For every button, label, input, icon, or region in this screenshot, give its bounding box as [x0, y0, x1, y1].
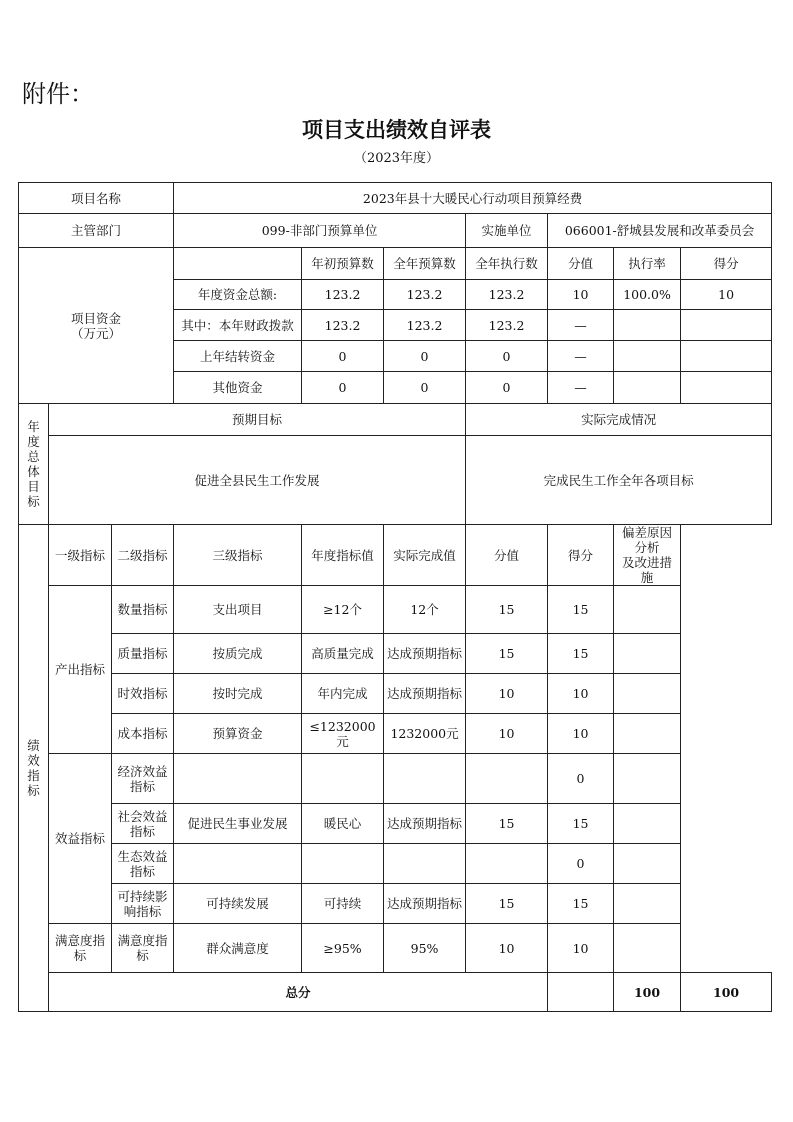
indicator-score: 15 — [548, 884, 614, 924]
indicator-score: 15 — [548, 586, 614, 634]
total-score: 100 — [681, 973, 772, 1012]
indicator-l2: 成本指标 — [112, 714, 174, 754]
funds-cell — [614, 372, 681, 404]
funds-row-label: 其他资金 — [174, 372, 302, 404]
indicator-score-value: 10 — [466, 714, 548, 754]
indicator-header-2: 三级指标 — [174, 525, 302, 586]
indicator-l2: 经济效益指标 — [112, 754, 174, 804]
self-evaluation-table — [18, 182, 772, 1012]
indicator-target: ≥12个 — [302, 586, 384, 634]
indicator-header-4: 实际完成值 — [384, 525, 466, 586]
funds-header-4: 执行率 — [614, 248, 681, 280]
indicator-target: 可持续 — [302, 884, 384, 924]
indicator-target — [302, 754, 384, 804]
funds-header-2: 全年执行数 — [466, 248, 548, 280]
actual-status-value: 完成民生工作全年各项目标 — [466, 436, 772, 525]
indicator-score-value: 15 — [466, 804, 548, 844]
indicator-actual — [384, 754, 466, 804]
funds-header-blank — [174, 248, 302, 280]
indicator-l2: 数量指标 — [112, 586, 174, 634]
indicator-header-5: 分值 — [466, 525, 548, 586]
indicator-score-value: 15 — [466, 586, 548, 634]
dept-value: 099-非部门预算单位 — [174, 214, 466, 248]
funds-cell: 123.2 — [384, 280, 466, 310]
indicator-l3: 预算资金 — [174, 714, 302, 754]
funds-header-5: 得分 — [681, 248, 772, 280]
indicator-score: 0 — [548, 754, 614, 804]
funds-row-label: 其中：本年财政拨款 — [174, 310, 302, 341]
funds-cell: 123.2 — [466, 310, 548, 341]
indicator-l2: 质量指标 — [112, 634, 174, 674]
indicator-score: 10 — [548, 924, 614, 973]
total-score-value: 100 — [614, 973, 681, 1012]
indicator-l2: 社会效益指标 — [112, 804, 174, 844]
indicator-header-7: 偏差原因分析 及改进措施 — [614, 525, 681, 586]
output-indicator-label: 产出指标 — [49, 586, 112, 754]
funds-header-3: 分值 — [548, 248, 614, 280]
funds-header-1: 全年预算数 — [384, 248, 466, 280]
indicator-analysis — [614, 634, 681, 674]
impl-unit-label: 实施单位 — [466, 214, 548, 248]
indicator-score-value: 15 — [466, 634, 548, 674]
actual-status-label: 实际完成情况 — [466, 404, 772, 436]
funds-cell: 123.2 — [302, 280, 384, 310]
funds-cell: — — [548, 372, 614, 404]
indicator-actual: 达成预期指标 — [384, 634, 466, 674]
indicator-analysis — [614, 754, 681, 804]
indicator-actual: 达成预期指标 — [384, 804, 466, 844]
indicator-target: 高质量完成 — [302, 634, 384, 674]
annual-goal-side-label: 年 度 总 体 目 标 — [19, 404, 49, 525]
total-actual-blank — [548, 973, 614, 1012]
funds-cell: 100.0% — [614, 280, 681, 310]
indicator-l3: 按质完成 — [174, 634, 302, 674]
indicator-l3: 促进民生事业发展 — [174, 804, 302, 844]
indicator-score-value: 15 — [466, 884, 548, 924]
funds-header-0: 年初预算数 — [302, 248, 384, 280]
indicator-header-3: 年度指标值 — [302, 525, 384, 586]
funds-cell: 0 — [466, 372, 548, 404]
funds-cell — [681, 341, 772, 372]
funds-cell: 0 — [466, 341, 548, 372]
indicator-score-value — [466, 844, 548, 884]
indicator-actual: 95% — [384, 924, 466, 973]
indicator-l3 — [174, 844, 302, 884]
funds-cell: 123.2 — [302, 310, 384, 341]
dept-label: 主管部门 — [19, 214, 174, 248]
indicator-analysis — [614, 844, 681, 884]
funds-cell: 0 — [384, 341, 466, 372]
indicator-score: 10 — [548, 714, 614, 754]
indicator-l3: 支出项目 — [174, 586, 302, 634]
funds-cell: — — [548, 310, 614, 341]
page-subtitle: （2023年度） — [353, 151, 440, 166]
indicator-target — [302, 844, 384, 884]
indicator-l3: 按时完成 — [174, 674, 302, 714]
indicator-score: 15 — [548, 634, 614, 674]
indicator-analysis — [614, 586, 681, 634]
project-name-label: 项目名称 — [19, 183, 174, 214]
indicator-analysis — [614, 674, 681, 714]
page-title: 项目支出绩效自评表 — [302, 118, 491, 142]
expected-goal-value: 促进全县民生工作发展 — [49, 436, 466, 525]
attachment-label: 附件： — [22, 80, 94, 108]
total-label: 总分 — [49, 973, 548, 1012]
indicator-target: 年内完成 — [302, 674, 384, 714]
funds-cell: 123.2 — [384, 310, 466, 341]
funds-cell: 0 — [302, 341, 384, 372]
satisfaction-l1: 满意度指标 — [49, 924, 112, 973]
indicator-l2: 可持续影响指标 — [112, 884, 174, 924]
indicator-score-value: 10 — [466, 674, 548, 714]
indicator-score: 0 — [548, 844, 614, 884]
funds-cell: 0 — [302, 372, 384, 404]
funds-label: 项目资金 （万元） — [19, 248, 174, 404]
benefit-indicator-label: 效益指标 — [49, 754, 112, 924]
indicator-score-value: 10 — [466, 924, 548, 973]
funds-cell — [614, 341, 681, 372]
funds-cell: 0 — [384, 372, 466, 404]
indicator-analysis — [614, 924, 681, 973]
indicator-analysis — [614, 714, 681, 754]
indicator-analysis — [614, 884, 681, 924]
indicator-target: ≤1232000元 — [302, 714, 384, 754]
indicator-header-6: 得分 — [548, 525, 614, 586]
funds-cell: — — [548, 341, 614, 372]
indicator-l3 — [174, 754, 302, 804]
indicator-actual — [384, 844, 466, 884]
funds-cell: 10 — [681, 280, 772, 310]
expected-goal-label: 预期目标 — [49, 404, 466, 436]
funds-cell — [681, 372, 772, 404]
funds-row-label: 上年结转资金 — [174, 341, 302, 372]
indicator-l3: 群众满意度 — [174, 924, 302, 973]
funds-cell — [614, 310, 681, 341]
funds-cell: 10 — [548, 280, 614, 310]
indicator-l2: 满意度指标 — [112, 924, 174, 973]
indicator-l2: 时效指标 — [112, 674, 174, 714]
indicator-l2: 生态效益指标 — [112, 844, 174, 884]
indicator-l3: 可持续发展 — [174, 884, 302, 924]
funds-row-label: 年度资金总额: — [174, 280, 302, 310]
funds-cell — [681, 310, 772, 341]
indicator-target: ≥95% — [302, 924, 384, 973]
indicator-analysis — [614, 804, 681, 844]
indicator-header-0: 一级指标 — [49, 525, 112, 586]
performance-side-label: 绩 效 指 标 — [19, 525, 49, 1012]
indicator-header-1: 二级指标 — [112, 525, 174, 586]
indicator-actual: 达成预期指标 — [384, 674, 466, 714]
project-name-value: 2023年县十大暖民心行动项目预算经费 — [174, 183, 772, 214]
indicator-score-value — [466, 754, 548, 804]
indicator-score: 15 — [548, 804, 614, 844]
funds-cell: 123.2 — [466, 280, 548, 310]
indicator-actual: 达成预期指标 — [384, 884, 466, 924]
indicator-target: 暖民心 — [302, 804, 384, 844]
impl-unit-value: 066001-舒城县发展和改革委员会 — [548, 214, 772, 248]
indicator-actual: 12个 — [384, 586, 466, 634]
indicator-actual: 1232000元 — [384, 714, 466, 754]
indicator-score: 10 — [548, 674, 614, 714]
